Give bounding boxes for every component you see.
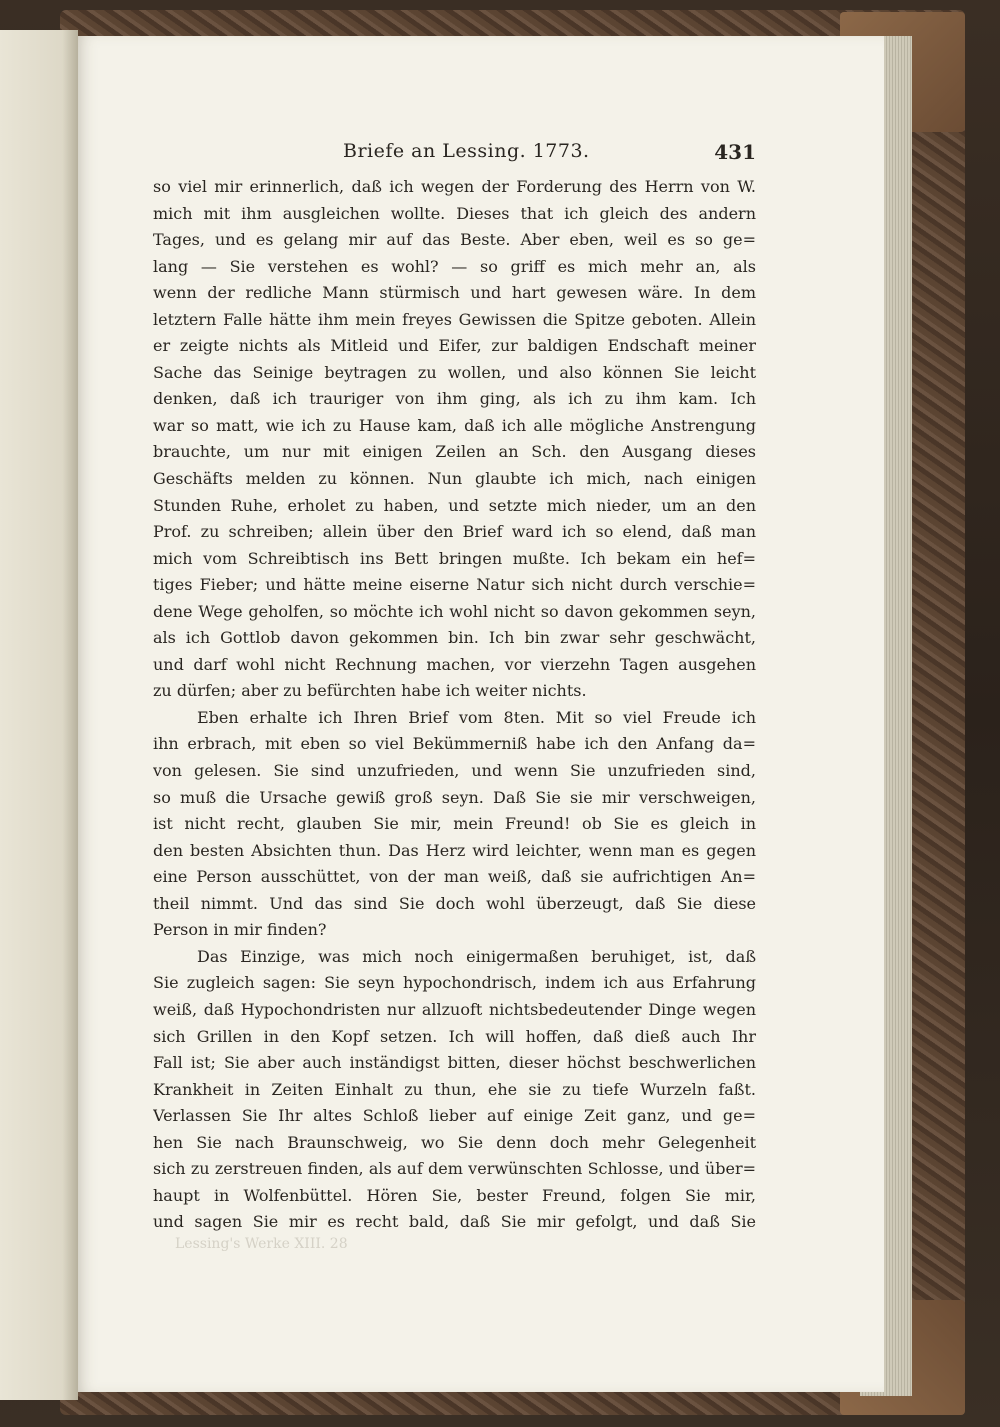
text-line: zu dürfen; aber zu befürchten habe ich weiter nichts. bbox=[153, 681, 587, 701]
text-line: und sagen Sie mir es recht bald, daß Sie mir gefolgt, und daß Sie bbox=[153, 1212, 756, 1232]
text-line: Prof. zu schreiben; allein über den Brief ward ich so elend, daß man bbox=[153, 522, 756, 542]
text-line: Eben erhalte ich Ihren Brief vom 8ten. Mit so viel Freude ich bbox=[197, 707, 756, 727]
text-line: war so matt, wie ich zu Hause kam, daß ich alle mögliche Anstrengung bbox=[153, 415, 756, 435]
bleed-through-text: Lessing's Werke XIII. 28 bbox=[175, 1236, 348, 1252]
text-line: theil nimmt. Und das sind Sie doch wohl überzeugt, daß Sie diese bbox=[153, 893, 756, 913]
running-head: Briefe an Lessing. 1773. bbox=[343, 140, 590, 162]
text-line: ist nicht recht, glauben Sie mir, mein Freund! ob Sie es gleich in bbox=[153, 814, 756, 834]
text-line: Sache das Seinige beytragen zu wollen, und also können Sie leicht bbox=[153, 362, 756, 382]
text-line: mich vom Schreibtisch ins Bett bringen mußte. Ich bekam ein hef= bbox=[153, 548, 756, 568]
text-line: dene Wege geholfen, so möchte ich wohl nicht so davon gekommen seyn, bbox=[153, 601, 756, 621]
text-line: Stunden Ruhe, erholet zu haben, und setzte mich nieder, um an den bbox=[153, 495, 756, 515]
text-line: weiß, daß Hypochondristen nur allzuoft nichtsbedeutender Dinge wegen bbox=[153, 999, 756, 1019]
text-line: Fall ist; Sie aber auch inständigst bitten, dieser höchst beschwerlichen bbox=[153, 1053, 756, 1073]
text-line: eine Person ausschüttet, von der man weiß, daß sie aufrichtigen An= bbox=[153, 867, 756, 887]
left-page-edge bbox=[0, 30, 78, 1400]
text-line: Person in mir finden? bbox=[153, 920, 327, 940]
text-line: so viel mir erinnerlich, daß ich wegen der Forderung des Herrn von W. bbox=[153, 177, 756, 196]
text-line: er zeigte nichts als Mitleid und Eifer, zur baldigen Endschaft meiner bbox=[153, 336, 756, 356]
text-line: wenn der redliche Mann stürmisch und hart gewesen wäre. In dem bbox=[153, 283, 756, 303]
text-line: brauchte, um nur mit einigen Zeilen an Sch. den Ausgang dieses bbox=[153, 442, 756, 462]
text-line: Tages, und es gelang mir auf das Beste. Aber eben, weil es so ge= bbox=[153, 230, 756, 250]
text-line: lang — Sie verstehen es wohl? — so griff es mich mehr an, als bbox=[153, 256, 756, 276]
text-line: tiges Fieber; und hätte meine eiserne Natur sich nicht durch verschie= bbox=[153, 575, 756, 595]
text-line: Geschäfts melden zu können. Nun glaubte ich mich, nach einigen bbox=[153, 469, 756, 489]
text-line: letztern Falle hätte ihm mein freyes Gewissen die Spitze geboten. Allein bbox=[153, 309, 756, 329]
text-line: so muß die Ursache gewiß groß seyn. Daß Sie sie mir verschweigen, bbox=[153, 787, 756, 807]
text-line: haupt in Wolfenbüttel. Hören Sie, bester Freund, folgen Sie mir, bbox=[153, 1185, 756, 1205]
text-line: ihn erbrach, mit eben so viel Bekümmerniß habe ich den Anfang da= bbox=[153, 734, 756, 754]
text-line: als ich Gottlob davon gekommen bin. Ich bin zwar sehr geschwächt, bbox=[153, 628, 756, 648]
text-line: den besten Absichten thun. Das Herz wird leichter, wenn man es gegen bbox=[153, 840, 756, 860]
page-number: 431 bbox=[714, 140, 756, 164]
text-line: Krankheit in Zeiten Einhalt zu thun, ehe sie zu tiefe Wurzeln faßt. bbox=[153, 1079, 756, 1099]
body-text bbox=[153, 174, 756, 1236]
text-line: sich zu zerstreuen finden, als auf dem verwünschten Schlosse, und über= bbox=[153, 1159, 756, 1179]
text-line: mich mit ihm ausgleichen wollte. Dieses that ich gleich des andern bbox=[153, 203, 756, 223]
text-line: sich Grillen in den Kopf setzen. Ich will hoffen, daß dieß auch Ihr bbox=[153, 1026, 756, 1046]
text-line: Sie zugleich sagen: Sie seyn hypochondrisch, indem ich aus Erfahrung bbox=[153, 973, 756, 993]
text-line: hen Sie nach Braunschweig, wo Sie denn doch mehr Gelegenheit bbox=[153, 1132, 756, 1152]
text-line: und darf wohl nicht Rechnung machen, vor vierzehn Tagen ausgehen bbox=[153, 654, 756, 674]
text-line: Das Einzige, was mich noch einigermaßen beruhiget, ist, daß bbox=[197, 946, 756, 966]
page-header bbox=[153, 140, 756, 170]
text-line: denken, daß ich trauriger von ihm ging, als ich zu ihm kam. Ich bbox=[153, 389, 756, 409]
text-line: Verlassen Sie Ihr altes Schloß lieber auf einige Zeit ganz, und ge= bbox=[153, 1106, 756, 1126]
text-line: von gelesen. Sie sind unzufrieden, und wenn Sie unzufrieden sind, bbox=[153, 761, 756, 781]
